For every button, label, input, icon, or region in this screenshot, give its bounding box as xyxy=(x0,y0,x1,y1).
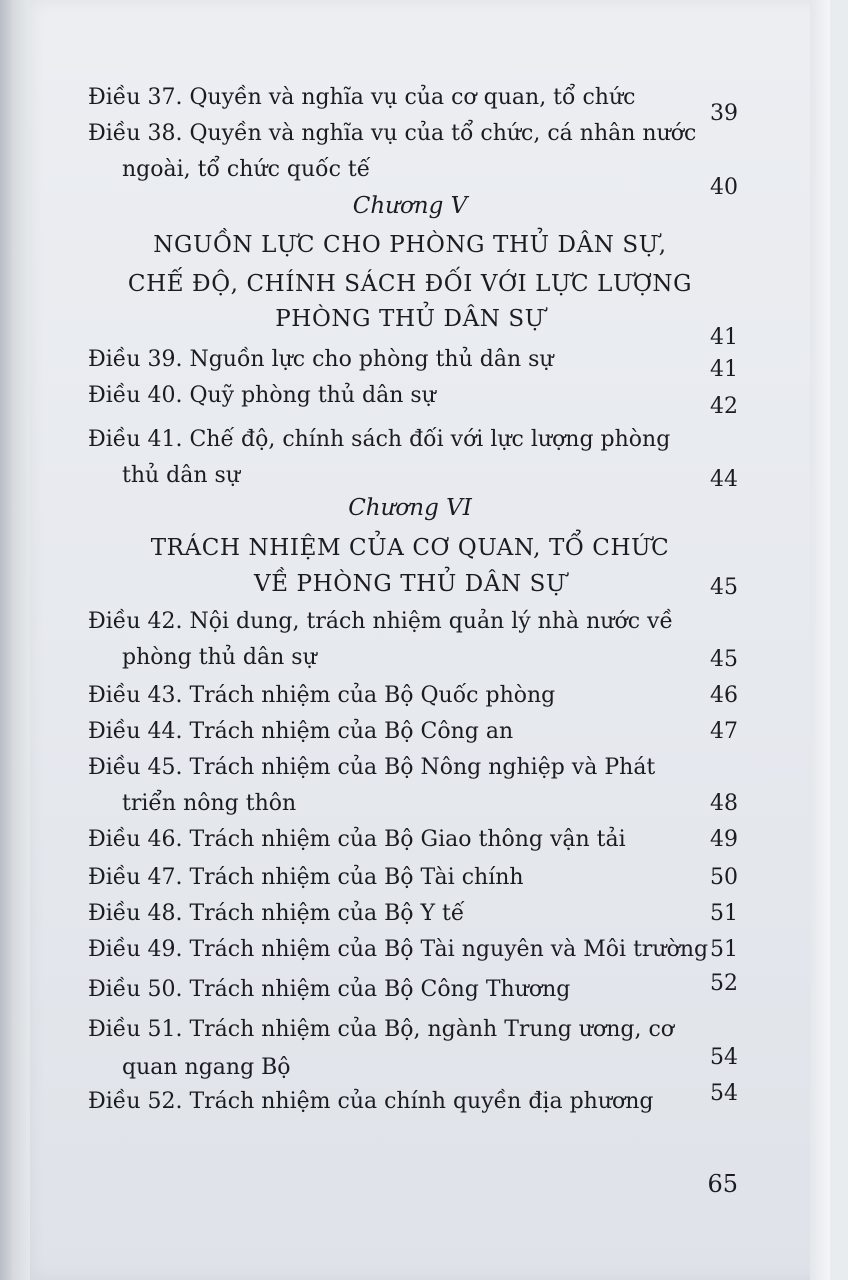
toc-entry-continuation: phòng thủ dân sự xyxy=(122,645,317,670)
toc-entry-title: Điều 51. Trách nhiệm của Bộ, ngành Trung ương, cơ xyxy=(88,1017,675,1042)
toc-page-number: 46 xyxy=(710,683,738,708)
toc-entry-42 xyxy=(88,604,788,640)
chapter-title-line: VỀ PHÒNG THỦ DÂN SỰ xyxy=(253,571,567,597)
toc-page-number: 44 xyxy=(710,467,738,492)
toc-entry-title: Điều 45. Trách nhiệm của Bộ Nông nghiệp và Phát xyxy=(88,755,656,780)
toc-page-number: 45 xyxy=(710,647,738,672)
toc-page-number: 45 xyxy=(710,575,738,600)
toc-page-number: 39 xyxy=(710,101,738,126)
chapter-label: Chương V xyxy=(352,193,468,219)
toc-entry-45 xyxy=(88,750,788,786)
spine-shadow xyxy=(0,0,34,1280)
toc-page-number: 41 xyxy=(710,357,738,382)
toc-entry-title: Điều 37. Quyền và nghĩa vụ của cơ quan, tổ chức xyxy=(88,85,636,110)
book-page xyxy=(30,0,830,1280)
toc-entry-continuation: ngoài, tổ chức quốc tế xyxy=(122,157,371,182)
page-edge xyxy=(810,0,830,1280)
toc-entry-continuation: triển nông thôn xyxy=(122,791,297,816)
toc-page-number: 49 xyxy=(710,827,738,852)
toc-entry-title: Điều 43. Trách nhiệm của Bộ Quốc phòng xyxy=(88,683,556,708)
toc-entry-title: Điều 41. Chế độ, chính sách đối với lực lượng phòng xyxy=(88,427,671,452)
toc-page-number: 40 xyxy=(710,175,738,200)
toc-page-number: 41 xyxy=(710,325,738,350)
toc-entry-title: Điều 50. Trách nhiệm của Bộ Công Thương xyxy=(88,977,571,1002)
toc-page-number: 54 xyxy=(710,1081,738,1106)
toc-page-number: 51 xyxy=(710,937,738,962)
toc-entry-title: Điều 40. Quỹ phòng thủ dân sự xyxy=(88,383,436,408)
chapter-title-line: TRÁCH NHIỆM CỦA CƠ QUAN, TỔ CHỨC xyxy=(150,535,670,561)
toc-page-number: 52 xyxy=(710,971,738,996)
chapter-title-line: PHÒNG THỦ DÂN SỰ xyxy=(275,306,545,332)
toc-entry-title: Điều 49. Trách nhiệm của Bộ Tài nguyên và Môi trường xyxy=(88,937,709,962)
toc-entry-title: Điều 38. Quyền và nghĩa vụ của tổ chức, cá nhân nước xyxy=(88,121,697,146)
toc-entry-title: Điều 48. Trách nhiệm của Bộ Y tế xyxy=(88,901,465,926)
toc-entry-title: Điều 42. Nội dung, trách nhiệm quản lý nhà nước về xyxy=(88,609,673,634)
toc-entry-41 xyxy=(88,422,788,458)
toc-page-number: 42 xyxy=(710,394,738,419)
toc-page-number: 47 xyxy=(710,719,738,744)
toc-entry-38 xyxy=(88,116,788,152)
chapter-title-line: CHẾ ĐỘ, CHÍNH SÁCH ĐỐI VỚI LỰC LƯỢNG xyxy=(127,271,693,297)
toc-page-number: 50 xyxy=(710,865,738,890)
toc-entry-title: Điều 44. Trách nhiệm của Bộ Công an xyxy=(88,719,514,744)
chapter-title-line: NGUỒN LỰC CHO PHÒNG THỦ DÂN SỰ, xyxy=(153,232,667,258)
page-folio-number: 65 xyxy=(707,1170,738,1198)
toc-entry-continuation: quan ngang Bộ xyxy=(122,1055,291,1080)
toc-entry-title: Điều 52. Trách nhiệm của chính quyền địa phương xyxy=(88,1089,654,1114)
toc-page-number: 48 xyxy=(710,791,738,816)
toc-entry-title: Điều 46. Trách nhiệm của Bộ Giao thông vận tải xyxy=(88,827,626,852)
toc-entry-continuation: thủ dân sự xyxy=(122,463,240,488)
toc-page-number: 54 xyxy=(710,1045,738,1070)
toc-page-number: 51 xyxy=(710,901,738,926)
toc-entry-title: Điều 47. Trách nhiệm của Bộ Tài chính xyxy=(88,865,524,890)
chapter-label: Chương VI xyxy=(348,495,472,521)
toc-entry-title: Điều 39. Nguồn lực cho phòng thủ dân sự xyxy=(88,347,554,372)
